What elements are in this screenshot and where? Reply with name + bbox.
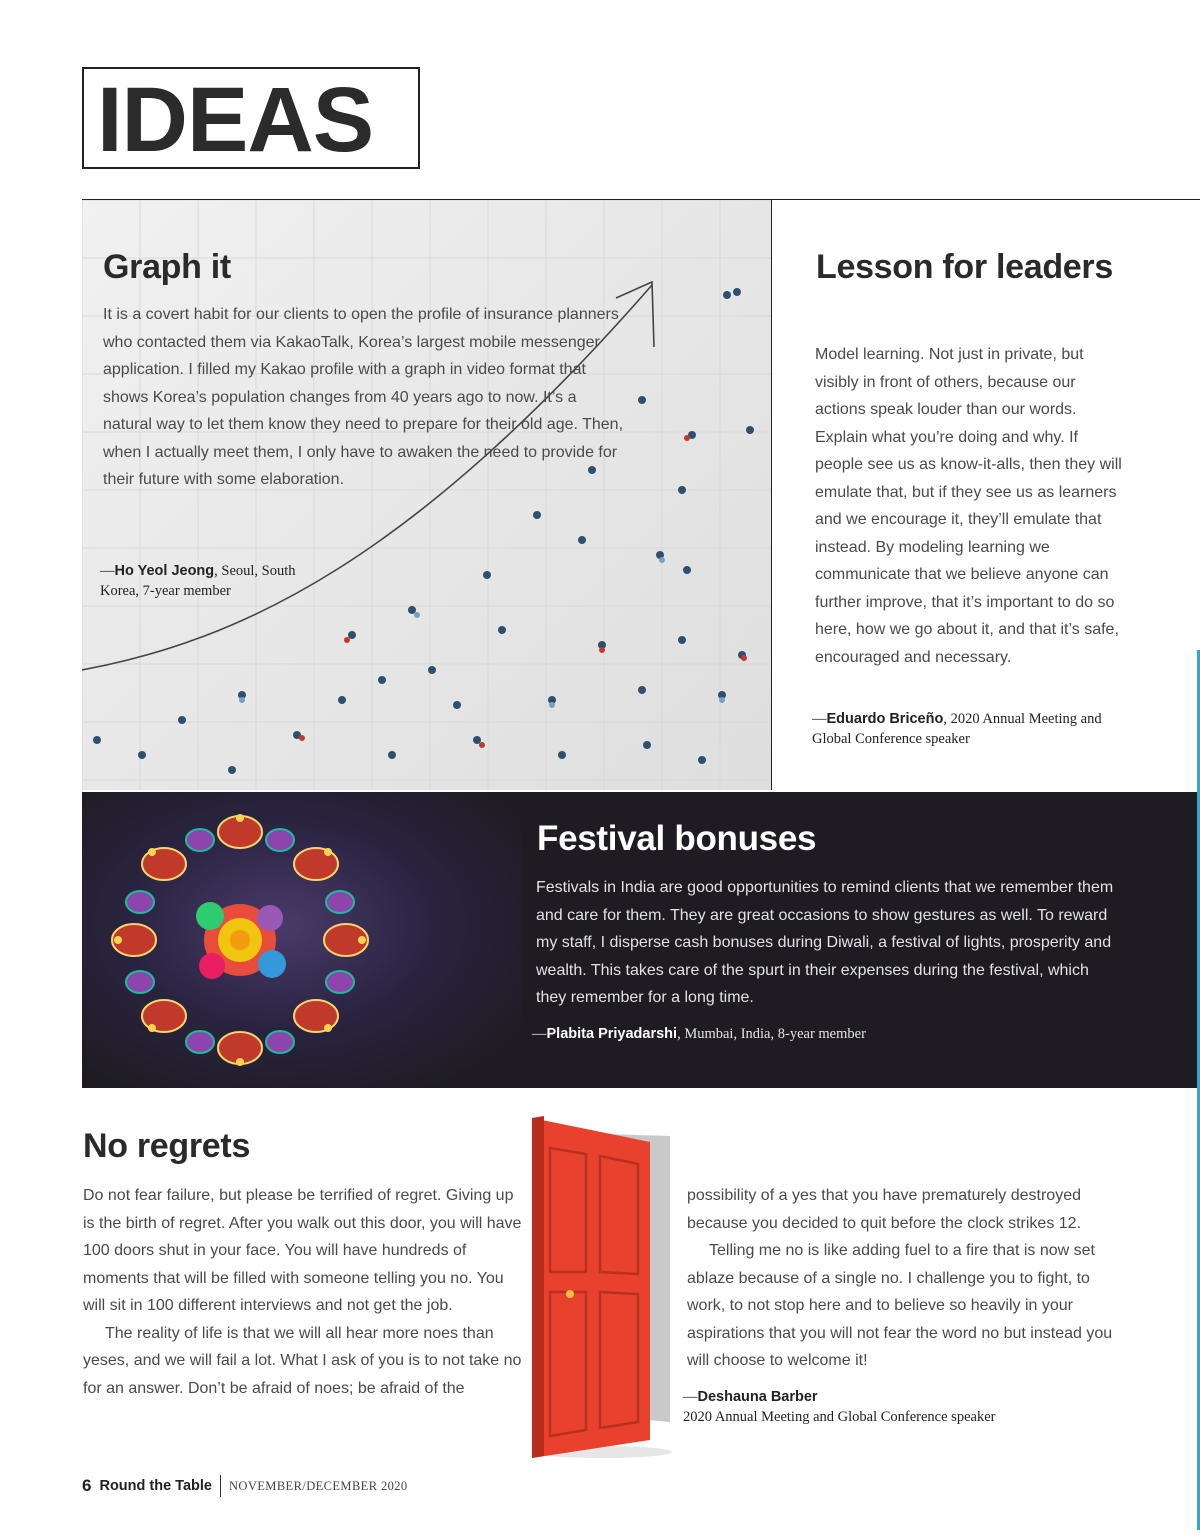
regrets-paragraph-3: possibility of a yes that you have prematurely destroyed because you decided to quit before the clock strikes 12. <box>687 1187 1082 1232</box>
regrets-column-1 <box>83 1182 523 1402</box>
page-number: 6 <box>82 1476 92 1495</box>
regrets-paragraph-2: The reality of life is that we will all hear more noes than yeses, and we will fail a lot. What I ask of you is to not take no for an answer. Don’t be afraid of noes; be afraid of the <box>83 1324 522 1397</box>
graph-it-attribution: —Ho Yeol Jeong, Seoul, South Korea, 7-year member <box>100 563 296 599</box>
graph-it-author-name: Ho Yeol Jeong <box>114 563 215 579</box>
festival-author-name: Plabita Priyadarshi <box>546 1026 678 1042</box>
regrets-author-name: Deshauna Barber <box>697 1389 818 1405</box>
diwali-lamps-image <box>82 792 522 1088</box>
regrets-column-2 <box>687 1182 1127 1375</box>
festival-paragraph: Festivals in India are good opportunities to remind clients that we remember them and care for them. They are great occasions to show gestures as well. To reward my staff, I disperse cash bonuses during Diwali, a festival of lights, prosperity and wealth. This takes care of the spurt in their expenses during the festival, which they remember for a long time. <box>536 879 1114 1006</box>
publication-name: Round the Table <box>99 1478 212 1494</box>
red-door-image <box>522 1112 682 1462</box>
festival-author-details: , Mumbai, India, 8-year member <box>677 1026 866 1042</box>
festival-body <box>536 874 1116 1012</box>
regrets-paragraph-4: Telling me no is like adding fuel to a fire that is now set ablaze because of a single no. I challenge you to fight, to work, to not stop here and to believe so heavily in your aspirations that you will not fear the word no but instead you will choose to welcome it! <box>687 1242 1113 1369</box>
graph-it-paragraph: It is a covert habit for our clients to open the profile of insurance planners who contacted them via KakaoTalk, Korea’s largest mobile messenger application. I filled my Kakao profile with a graph in video format that shows Korea’s population changes from 40 years ago to now. It’s a natural way to let them know they need to prepare for their old age. Then, when I actually meet them, I only have to awaken the need to provide for their future with some elaboration. <box>103 306 624 488</box>
lesson-paragraph: Model learning. Not just in private, but visibly in front of others, because our actions speak louder than our words. Explain what you’re doing and why. If people see us as know-it-alls, then they will emulate that, but if they see us as learners and we encourage it, they’ll emulate that instead. By modeling learning we communicate that we believe anyone can further improve, that it’s important to do so here, how we go about it, and that it’s safe, encouraged and necessary. <box>815 346 1122 666</box>
festival-attribution: —Plabita Priyadarshi, Mumbai, India, 8-year member <box>532 1026 866 1042</box>
graph-it-author-details: , Seoul, South Korea, 7-year member <box>100 563 296 599</box>
column-divider <box>771 200 772 790</box>
graph-it-heading: Graph it <box>103 248 231 286</box>
lesson-body <box>815 341 1125 671</box>
lesson-author-details: , 2020 Annual Meeting and Global Conference speaker <box>812 711 1102 747</box>
lesson-author-name: Eduardo Briceño <box>826 711 944 727</box>
section-label: IDEAS <box>97 69 374 171</box>
festival-heading: Festival bonuses <box>537 819 817 858</box>
lesson-heading: Lesson for leaders <box>816 248 1113 286</box>
footer-separator <box>220 1475 221 1497</box>
regrets-author-details: 2020 Annual Meeting and Global Conference speaker <box>683 1409 996 1425</box>
page-footer <box>82 1474 408 1498</box>
issue-date: NOVEMBER/DECEMBER 2020 <box>228 1478 408 1493</box>
regrets-paragraph-1: Do not fear failure, but please be terrified of regret. Giving up is the birth of regret. After you walk out this door, you will have 100 doors shut in your face. You will have hundreds of moments that will be filled with someone telling you no. You will sit in 100 different interviews and not get the job. <box>83 1187 522 1314</box>
regrets-attribution: —Deshauna Barber 2020 Annual Meeting and Global Conference speaker <box>683 1387 1123 1427</box>
graph-it-body <box>103 301 623 494</box>
crowd-graph-image <box>82 200 771 790</box>
lesson-attribution: —Eduardo Briceño, 2020 Annual Meeting and Global Conference speaker <box>812 711 1102 747</box>
regrets-heading: No regrets <box>83 1127 251 1165</box>
